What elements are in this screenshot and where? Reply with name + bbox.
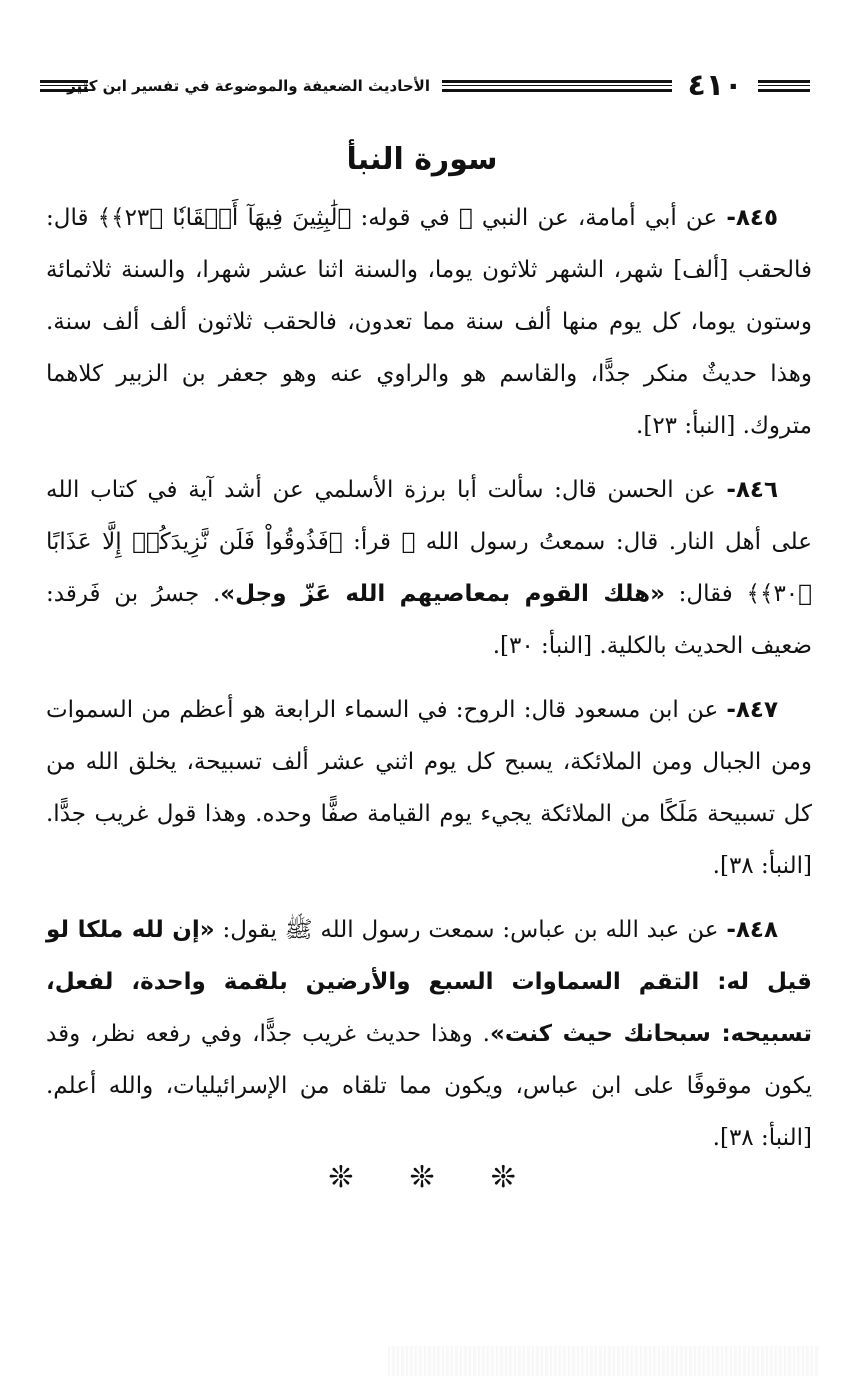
hadith-text: عن ابن مسعود قال: الروح: في السماء الرابعة هو أعظم من السموات ومن الجبال ومن الملائكة، يسبح كل يوم اثني عشر ألف تسبيحة، يخلق الله من كل تسبيحة مَلَكًا من الملائكة يجيء يوم القيامة صفًّا وحده. وهذا قول غريب جدًّا. [النبأ: ٣٨]. bbox=[46, 697, 812, 879]
hadith-text: عن الحسن قال: سألت أبا برزة الأسلمي عن أشد آية في كتاب الله على أهل النار. قال: سمعتُ رسول الله ﷺ قرأ: bbox=[46, 477, 813, 555]
page-content bbox=[46, 192, 812, 1164]
scan-artifact bbox=[388, 1346, 820, 1376]
surah-title: سورة النبأ bbox=[346, 142, 498, 177]
header-rule-middle bbox=[442, 80, 672, 92]
quran-verse: ﴿لَٰبِثِينَ فِيهَآ أَحۡقَابٗا ﴿٢٣﴾﴾ bbox=[97, 205, 352, 231]
header-rule-right bbox=[758, 80, 810, 92]
hadith-text: فقال: bbox=[664, 581, 747, 607]
prophetic-quote: «إن لله ملكا لو قيل له: التقم السماوات السبع والأرضين بلقمة واحدة، لفعل، تسبيحه: سبحانك حيث كنت» bbox=[46, 917, 812, 1047]
hadith-text: عن أبي أمامة، عن النبي ﷺ في قوله: bbox=[351, 205, 727, 231]
hadith-text: عن عبد الله بن عباس: سمعت رسول الله ﷺ يقول: bbox=[214, 917, 727, 943]
running-header bbox=[40, 66, 810, 106]
hadith-number: ٨٤٧- bbox=[726, 697, 778, 723]
header-rule-left bbox=[40, 80, 88, 92]
hadith-number: ٨٤٨- bbox=[726, 917, 778, 943]
quran-verse: ﴿فَذُوقُواْ فَلَن نَّزِيدَكُمۡ إِلَّا عَذَابًا ﴿٣٠﴾﴾ bbox=[46, 529, 812, 607]
page-number: ٤١٠ bbox=[687, 68, 743, 103]
asterism-icon: ❊ bbox=[490, 1160, 516, 1195]
hadith-848 bbox=[46, 904, 812, 1164]
hadith-number: ٨٤٥- bbox=[726, 205, 778, 231]
hadith-text: قال: فالحقب [ألف] شهر، الشهر ثلاثون يوما، والسنة اثنا عشر شهرا، والسنة ثلاثمائة وستون يوما، كل يوم منها ألف سنة مما تعدون، فالحقب ثلاثون ألف ألف سنة. وهذا حديثٌ منكر جدًّا، والقاسم هو والراوي عنه وهو جعفر بن الزبير كلاهما متروك. [النبأ: ٢٣]. bbox=[46, 205, 812, 439]
hadith-number: ٨٤٦- bbox=[726, 477, 778, 503]
section-end-ornament bbox=[0, 1158, 844, 1198]
hadith-847 bbox=[46, 684, 812, 892]
hadith-845 bbox=[46, 192, 812, 452]
prophetic-quote: «هلك القوم بمعاصيهم الله عَزّ وجل» bbox=[220, 581, 665, 607]
asterism-icon: ❊ bbox=[409, 1160, 435, 1195]
asterism-icon: ❊ bbox=[328, 1160, 354, 1195]
hadith-text: . وهذا حديث غريب جدًّا، وفي رفعه نظر، وقد يكون موقوفًا على ابن عباس، ويكون مما تلقاه من الإسرائيليات، والله أعلم. [النبأ: ٣٨]. bbox=[46, 1021, 812, 1151]
hadith-846 bbox=[46, 464, 812, 672]
book-title: الأحاديث الضعيفة والموضوعة في تفسير ابن كثير bbox=[67, 77, 430, 95]
hadith-text: . جسرُ بن فَرقد: ضعيف الحديث بالكلية. [النبأ: ٣٠]. bbox=[46, 581, 812, 659]
